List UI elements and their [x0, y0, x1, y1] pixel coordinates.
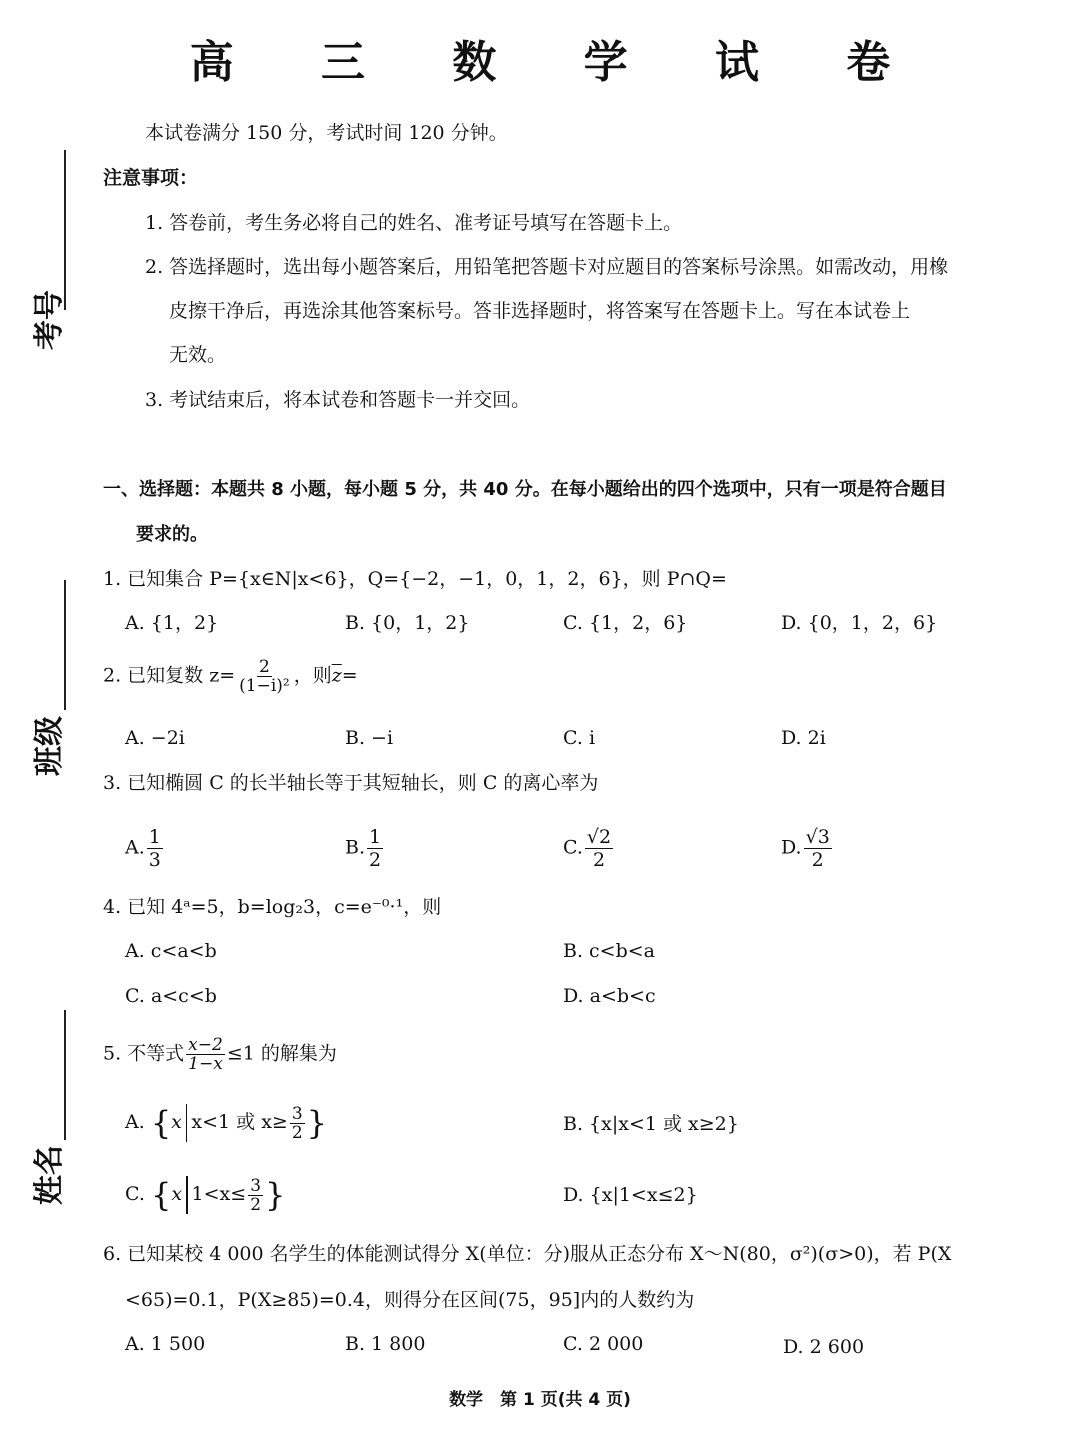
q3-a-label: A.: [125, 836, 145, 859]
q4-stem: 4. 已知 4ᵃ=5，b=log₂3，c=e⁻⁰·¹，则: [103, 896, 442, 918]
q1-option-c: C. {1，2，6}: [563, 612, 688, 634]
note-item-2-line3: 无效。: [169, 344, 227, 366]
q3-c-den: 2: [592, 849, 606, 871]
q2-zbar: $\overline{z}$: [331, 664, 342, 687]
q5-a-frac: [290, 1105, 305, 1142]
q5-c-inner: 1<x≤: [191, 1183, 247, 1205]
page-title: 高 三 数 学 试 卷: [189, 37, 927, 88]
q2-eq: =: [341, 664, 358, 687]
q5-frac-den: 1−x: [188, 1054, 223, 1074]
q5-option-d: D. {x|1<x≤2}: [563, 1184, 698, 1206]
q5-c-lbrace: {: [150, 1176, 172, 1214]
q3-d-num: √3: [805, 826, 830, 848]
note-item-3: 3. 考试结束后，将本试卷和答题卡一并交回。: [145, 389, 531, 411]
q1-stem: 1. 已知集合 P={x∈N|x<6}，Q={−2，−1，0，1，2，6}，则 P∩Q=: [103, 568, 727, 590]
q3-a-frac: [147, 826, 163, 871]
q5-a-bar: [186, 1104, 188, 1142]
q3-b-label: B.: [345, 836, 366, 859]
q4-option-a: A. c<a<b: [125, 940, 217, 962]
q2-option-a: A. −2i: [125, 727, 185, 749]
q3-d-den: 2: [811, 849, 824, 871]
q5-stem: [103, 1036, 337, 1073]
banji-label: 班级: [32, 716, 67, 776]
q4-option-b: B. c<b<a: [563, 940, 656, 962]
banji-line: [64, 580, 66, 710]
q3-a-den: 3: [148, 849, 161, 871]
q2-stem-post: ，则: [293, 664, 332, 687]
q5-c-frac: [248, 1177, 263, 1214]
q3-c-label: C.: [563, 836, 583, 859]
q3-option-d: [781, 826, 834, 871]
q1-option-b: B. {0，1，2}: [345, 612, 470, 634]
q5-fraction: [186, 1036, 225, 1073]
q5-c-x: x: [171, 1183, 183, 1205]
kaohao-line: [64, 150, 66, 310]
q5-stem-post: ≤1 的解集为: [226, 1042, 337, 1065]
q5-stem-pre: 5. 不等式: [103, 1042, 185, 1065]
q4-option-d: D. a<b<c: [563, 985, 656, 1007]
q3-option-a: [125, 826, 165, 871]
q2-stem: [103, 658, 358, 695]
q5-a-rbrace: }: [306, 1104, 328, 1142]
kaohao-label: 考号: [32, 290, 67, 350]
q6-option-c: C. 2 000: [563, 1333, 644, 1355]
q3-b-den: 2: [369, 849, 382, 871]
q6-option-d: D. 2 600: [783, 1336, 865, 1358]
section1-heading-line2: 要求的。: [136, 524, 208, 545]
q2-option-c: C. i: [563, 727, 596, 749]
q3-option-c: [563, 826, 615, 871]
q1-option-a: A. {1，2}: [125, 612, 219, 634]
q4-option-c: C. a<c<b: [125, 985, 217, 1007]
note-item-2-line2: 皮擦干净后，再选涂其他答案标号。答非选择题时，将答案写在答题卡上。写在本试卷上: [169, 300, 911, 322]
section1-heading-line1: 一、选择题：本题共 8 小题，每小题 5 分，共 40 分。在每小题给出的四个选项中，只有一项是符合题目: [103, 479, 947, 500]
xingming-label: 姓名: [32, 1145, 67, 1205]
q6-stem-line2: <65)=0.1，P(X≥85)=0.4，则得分在区间(75，95]内的人数约为: [125, 1289, 695, 1311]
q6-stem-line1: 6. 已知某校 4 000 名学生的体能测试得分 X(单位：分)服从正态分布 X～N(80，σ²)(σ>0)，若 P(X: [103, 1243, 952, 1265]
q2-fraction: [237, 658, 292, 695]
q2-option-b: B. −i: [345, 727, 394, 749]
q2-option-d: D. 2i: [781, 727, 826, 749]
q5-a-den: 2: [291, 1122, 303, 1143]
q2-stem-pre: 2. 已知复数 z=: [103, 664, 236, 687]
q3-b-frac: [367, 826, 383, 871]
page-footer: 数学 第 1 页(共 4 页): [449, 1390, 631, 1410]
intro-text: 本试卷满分 150 分，考试时间 120 分钟。: [145, 122, 508, 144]
note-item-2-line1: 2. 答选择题时，选出每小题答案后，用铅笔把答题卡对应题目的答案标号涂黑。如需改动，用橡: [145, 256, 949, 278]
q5-a-label: A.: [125, 1111, 145, 1133]
q3-b-num: 1: [369, 826, 382, 848]
note-item-1: 1. 答卷前，考生务必将自己的姓名、准考证号填写在答题卡上。: [145, 212, 683, 234]
q5-c-bar: [186, 1176, 188, 1214]
q5-a-inner: x<1 或 x≥: [191, 1111, 288, 1133]
xingming-line: [64, 1010, 66, 1140]
q3-c-frac: [585, 826, 613, 871]
q5-option-c: [125, 1176, 285, 1214]
q3-c-num: √2: [586, 826, 612, 848]
q5-option-a: [125, 1104, 327, 1142]
q1-option-d: D. {0，1，2，6}: [781, 612, 938, 634]
q5-option-b: B. {x|x<1 或 x≥2}: [563, 1113, 739, 1135]
q5-c-label: C.: [125, 1183, 145, 1205]
q2-frac-den: (1−i)²: [239, 676, 290, 696]
notes-heading: 注意事项：: [103, 167, 199, 189]
q5-c-num: 3: [250, 1175, 262, 1196]
q5-c-den: 2: [250, 1194, 262, 1215]
q6-option-b: B. 1 800: [345, 1333, 426, 1355]
q5-a-lbrace: {: [150, 1104, 172, 1142]
q3-d-frac: [804, 826, 832, 871]
q3-d-label: D.: [781, 836, 802, 859]
q5-a-num: 3: [291, 1103, 303, 1124]
q3-stem: 3. 已知椭圆 C 的长半轴长等于其短轴长，则 C 的离心率为: [103, 772, 599, 794]
q5-frac-num: x−2: [188, 1035, 223, 1055]
q2-frac-num: 2: [259, 657, 270, 677]
q6-option-a: A. 1 500: [125, 1333, 206, 1355]
q5-a-x: x: [171, 1111, 182, 1133]
q3-a-num: 1: [148, 826, 161, 848]
q5-c-rbrace: }: [265, 1176, 286, 1214]
q3-option-b: [345, 826, 385, 871]
